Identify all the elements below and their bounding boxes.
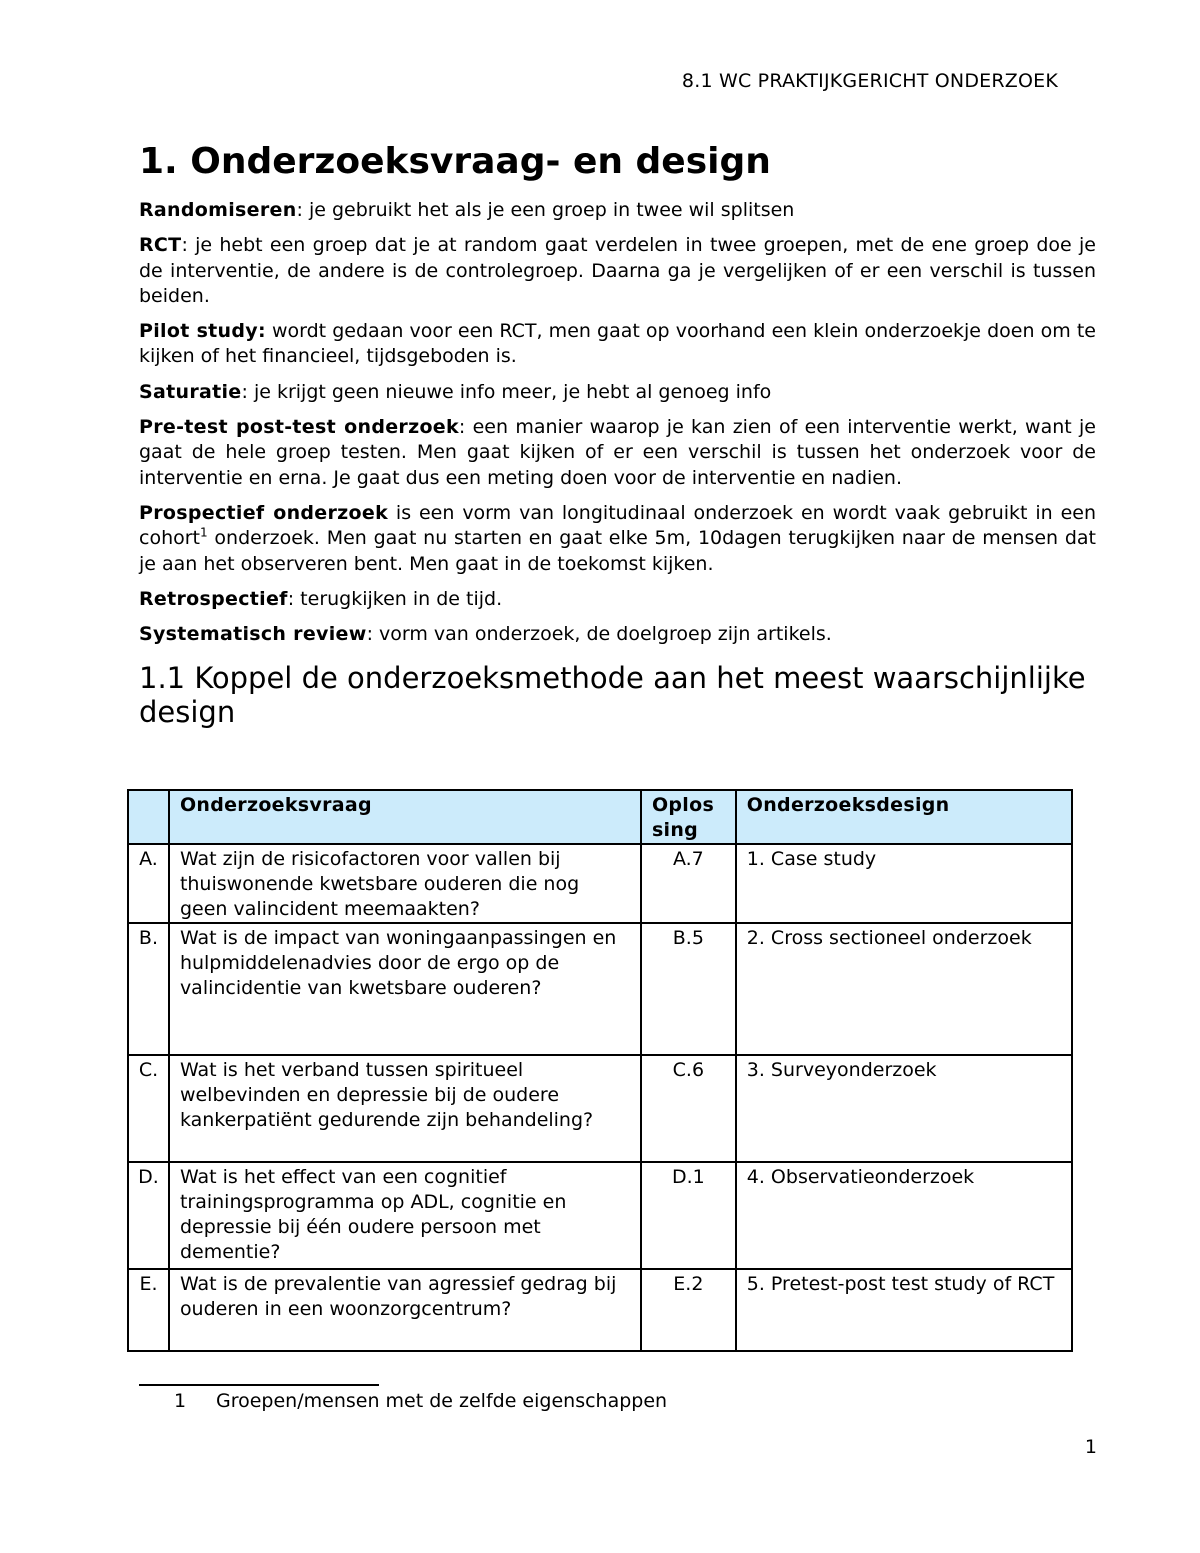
row-question: Wat is het verband tussen spiritueel welbevinden en depressie bij de oudere kankerpatiënt gedurende zijn behandeling? [169,1055,641,1162]
header-design: Onderzoeksdesign [736,790,1072,844]
page-number: 1 [1084,1436,1097,1458]
table-row [128,1269,1072,1351]
footnote [174,1390,667,1412]
table-row [128,1055,1072,1162]
header-letter [128,790,169,844]
definition-rct: RCT: je hebt een groep dat je at random gaat verdelen in twee groepen, met de ene groep doe je de interventie, de andere is de controlegroep. Daarna ga je vergelijken of er een verschil is tussen beiden. [139,234,1096,307]
definition-retrospectief: Retrospectief: terugkijken in de tijd. [139,587,503,610]
row-solution: B.5 [641,923,736,1055]
header-solution: Oplossing [641,790,736,844]
definition-systematisch-review: Systematisch review: vorm van onderzoek, de doelgroep zijn artikels. [139,623,832,646]
table-row [128,1162,1072,1269]
definition-pilot-study: Pilot study: wordt gedaan voor een RCT, men gaat op voorhand een klein onderzoekje doen om te kijken of het financieel, tijdsgeboden is. [139,320,1096,368]
table-row [128,844,1072,923]
row-question: Wat is de prevalentie van agressief gedrag bij ouderen in een woonzorgcentrum? [169,1269,641,1351]
document-body [139,140,1096,729]
row-design: 3. Surveyonderzoek [736,1055,1072,1162]
running-header: 8.1 WC PRAKTIJKGERICHT ONDERZOEK [681,70,1058,92]
footnote-reference[interactable]: 1 [200,525,208,540]
row-design: 1. Case study [736,844,1072,923]
row-design: 2. Cross sectioneel onderzoek [736,923,1072,1055]
footnote-number: 1 [174,1390,187,1412]
definition-saturatie: Saturatie: je krijgt geen nieuwe info meer, je hebt al genoeg info [139,380,772,403]
row-question: Wat is de impact van woningaanpassingen en hulpmiddelenadvies door de ergo op de valincidentie van kwetsbare ouderen? [169,923,641,1055]
research-design-table [127,789,1073,1352]
footnote-text: Groepen/mensen met de zelfde eigenschappen [216,1390,668,1412]
row-design: 4. Observatieonderzoek [736,1162,1072,1269]
table-header-row [128,790,1072,844]
table-row [128,923,1072,1055]
definition-pre-post-test: Pre-test post-test onderzoek: een manier waarop je kan zien of een interventie werkt, want je gaat de hele groep testen. Men gaat kijken of er een verschil is tussen het onderzoek voor de interventie en erna. Je gaat dus een meting doen voor de interventie en nadien. [139,416,1096,489]
row-solution: A.7 [641,844,736,923]
row-letter: C. [128,1055,169,1162]
row-solution: E.2 [641,1269,736,1351]
row-letter: B. [128,923,169,1055]
row-letter: A. [128,844,169,923]
row-solution: C.6 [641,1055,736,1162]
row-letter: E. [128,1269,169,1351]
section-subtitle: 1.1 Koppel de onderzoeksmethode aan het meest waarschijnlijke design [139,661,1086,730]
header-question: Onderzoeksvraag [169,790,641,844]
definition-prospectief: Prospectief onderzoek is een vorm van longitudinaal onderzoek en wordt vaak gebruikt in een cohort$^1$ onderzoek. Men gaat nu starten en gaat elke 5m, 10dagen terugkijken naar de mensen dat je aan het observeren bent. Men gaat in de toekomst kijken. [139,501,1097,575]
row-design: 5. Pretest-post test study of RCT [736,1269,1072,1351]
row-solution: D.1 [641,1162,736,1269]
page-title: 1. Onderzoeksvraag- en design [139,141,771,182]
row-question: Wat zijn de risicofactoren voor vallen bij thuiswonende kwetsbare ouderen die nog geen valincident meemaakten? [169,844,641,923]
row-question: Wat is het effect van een cognitief trainingsprogramma op ADL, cognitie en depressie bij één oudere persoon met dementie? [169,1162,641,1269]
definition-randomiseren: Randomiseren: je gebruikt het als je een groep in twee wil splitsen [139,199,795,221]
row-letter: D. [128,1162,169,1269]
footnote-separator [139,1384,379,1386]
